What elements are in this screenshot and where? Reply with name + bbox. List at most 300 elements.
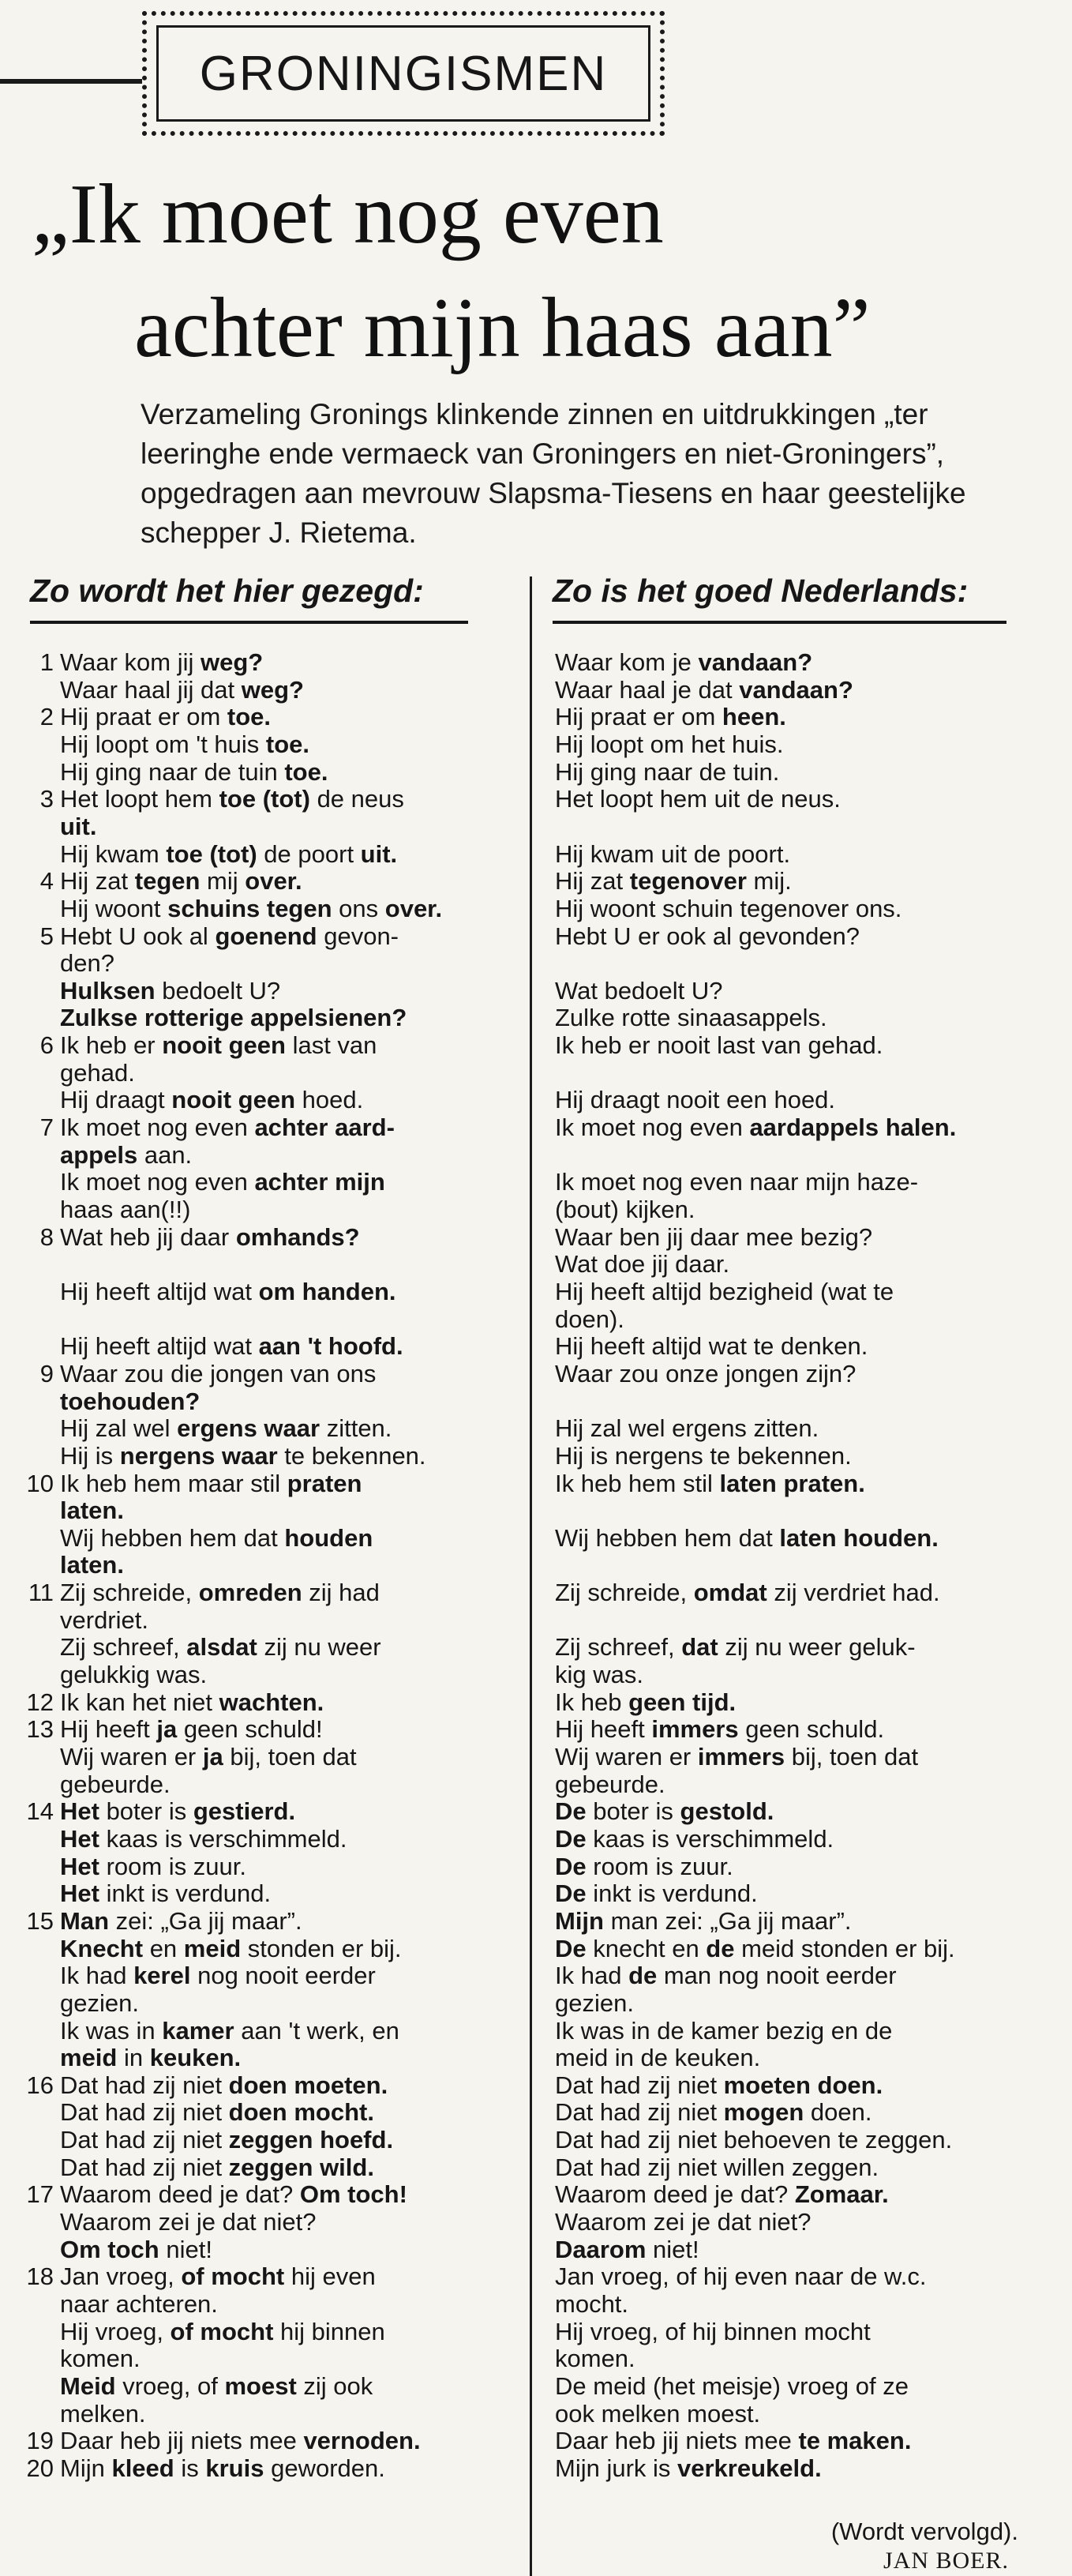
dialect-text (60, 867, 302, 895)
bold-dialect-term: omhands? (235, 1223, 360, 1251)
bold-dialect-term: kamer (162, 2017, 234, 2045)
text-segment: Dat had zij niet (60, 2071, 229, 2099)
entry-number: 15 (26, 1907, 54, 1935)
dialect-line (24, 1607, 148, 1634)
text-segment: geen schuld. (738, 1715, 885, 1743)
dialect-line (24, 731, 309, 758)
dialect-line (24, 1853, 246, 1880)
text-segment: en (143, 1935, 184, 1962)
bold-dialect-term: Het (60, 1853, 99, 1880)
dialect-text (60, 2427, 421, 2454)
dialect-line (24, 1279, 396, 1305)
right-heading-underline (553, 621, 1006, 624)
bold-dialect-term: Daarom (555, 2236, 647, 2263)
text-segment: Dat had zij niet behoeven te zeggen. (555, 2126, 953, 2154)
dialect-text (60, 1223, 360, 1251)
dialect-text (60, 1031, 377, 1059)
bold-dialect-term: Het (60, 1879, 99, 1907)
bold-dialect-term: immers (697, 1743, 785, 1771)
dialect-line (24, 2455, 385, 2482)
dialect-line (24, 759, 328, 786)
bold-dialect-term: laten houden. (779, 1524, 939, 1552)
text-segment: meid stonden er bij. (734, 1935, 955, 1962)
bold-dialect-term: ja (156, 1715, 178, 1743)
text-segment: niet! (159, 2236, 212, 2263)
bold-dialect-term: De (555, 1825, 587, 1853)
text-segment: zij ook (296, 2372, 373, 2400)
dialect-text (60, 1879, 271, 1907)
dialect-line (24, 2263, 376, 2290)
dialect-line (24, 1415, 392, 1442)
dialect-line (24, 896, 442, 922)
bold-dialect-term: mogen (723, 2098, 804, 2126)
text-segment: gevon- (317, 922, 399, 950)
text-segment: hoed. (295, 1086, 364, 1113)
text-segment: haas aan(!!) (60, 1196, 191, 1223)
standard-dutch-line (555, 1771, 665, 1798)
dialect-text (60, 785, 404, 813)
bold-dialect-term: nooit geen (162, 1031, 286, 1059)
bold-dialect-term: keuken. (149, 2044, 242, 2071)
dialect-text (60, 2454, 385, 2482)
dialect-text (60, 1962, 376, 1989)
text-segment: Waarom zei je dat niet? (555, 2208, 811, 2236)
text-segment: Waarom deed je dat? (555, 2180, 795, 2208)
bold-dialect-term: Om toch (60, 2236, 159, 2263)
bold-dialect-term: appels (60, 1141, 138, 1169)
section-label-box (142, 11, 665, 136)
text-segment: Daar heb jij niets mee (555, 2427, 799, 2454)
dialect-text (60, 1688, 324, 1716)
bold-dialect-term: over. (245, 867, 302, 895)
dialect-text (60, 1524, 373, 1552)
bold-dialect-term: toe. (284, 758, 328, 786)
text-segment: man zei: „Ga jij maar”. (604, 1907, 852, 1935)
dialect-text (60, 2071, 388, 2099)
bold-dialect-term: aardappels halen. (749, 1113, 957, 1141)
standard-dutch-line (555, 1415, 819, 1442)
bold-dialect-term: Zulkse rotterige appelsienen? (60, 1004, 407, 1031)
dialect-line (24, 1525, 373, 1552)
bold-dialect-term: houden (284, 1524, 373, 1552)
text-segment: Waar ben jij daar mee bezig? (555, 1223, 873, 1251)
dialect-line (24, 1936, 402, 1962)
bold-dialect-term: vandaan? (698, 648, 813, 676)
dialect-text (60, 1633, 381, 1661)
text-segment: Ik kan het niet (60, 1688, 219, 1716)
standard-dutch-line (555, 2018, 892, 2045)
column-divider (530, 576, 532, 2576)
text-segment: doen. (804, 2098, 872, 2126)
text-segment: melken. (60, 2400, 146, 2428)
text-segment: Jan vroeg, (60, 2262, 182, 2290)
text-segment: Dat had zij niet (555, 2071, 724, 2099)
text-segment: nog nooit eerder (190, 1962, 376, 1989)
dialect-line (24, 2236, 212, 2263)
text-segment: de poort (257, 840, 361, 868)
standard-dutch-line (555, 1990, 634, 2017)
dialect-text (60, 1661, 207, 1688)
text-segment: Hij ging naar de tuin (60, 758, 285, 786)
text-segment: Het loopt hem (60, 785, 219, 813)
bold-dialect-term: weg? (200, 648, 264, 676)
text-segment: Waar zou die jongen van ons (60, 1360, 377, 1388)
dialect-line (24, 1662, 207, 1688)
dialect-line (24, 1579, 380, 1606)
text-segment: Mijn jurk is (555, 2454, 678, 2482)
bold-dialect-term: verkreukeld. (677, 2454, 822, 2482)
text-segment: Hij zat (555, 867, 630, 895)
text-segment: Ik heb (555, 1688, 629, 1716)
bold-dialect-term: De (555, 1853, 587, 1880)
entry-number: 4 (39, 867, 54, 895)
text-segment: bedoelt U? (155, 977, 281, 1004)
bold-dialect-term: aan 't hoofd. (258, 1332, 403, 1360)
dialect-text (60, 1388, 200, 1415)
dialect-text (60, 1715, 323, 1743)
entry-number: 10 (26, 1470, 54, 1497)
dialect-text (60, 977, 280, 1004)
text-segment: Dat had zij niet (555, 2098, 724, 2126)
dialect-line (24, 923, 399, 950)
text-segment: komen. (555, 2345, 635, 2372)
dialect-text (60, 703, 271, 730)
dialect-line (24, 1333, 403, 1360)
standard-dutch-line (555, 1634, 916, 1661)
text-segment: Mijn (60, 2454, 112, 2482)
dialect-text (60, 2400, 146, 2428)
standard-dutch-line (555, 1880, 758, 1907)
entry-number: 8 (39, 1223, 54, 1251)
bold-dialect-term: heen. (722, 703, 786, 730)
text-segment: Ik had (60, 1962, 134, 1989)
text-segment: Hij kwam (60, 840, 167, 868)
text-segment: mocht. (555, 2290, 629, 2318)
standard-dutch-line (555, 704, 786, 730)
dialect-line (24, 649, 263, 676)
subtitle: Verzameling Gronings klinkende zinnen en uitdrukkingen „ter leeringhe ende vermaeck van Groningers en niet-Groningers”, opgedragen aan mevrouw Slapsma-Tiesens en haar geestelijke schepper J. Rietema. (141, 398, 966, 549)
standard-dutch-line (555, 1333, 868, 1360)
dialect-line (24, 1169, 385, 1196)
dialect-text (60, 2372, 373, 2400)
bold-dialect-term: tegenover (629, 867, 747, 895)
bold-dialect-term: ja (202, 1743, 223, 1771)
dialect-text (60, 1771, 171, 1798)
bold-dialect-term: moeten doen. (723, 2071, 883, 2099)
dialect-text (60, 2290, 218, 2318)
entry-number: 9 (39, 1360, 54, 1388)
standard-dutch-line (555, 1032, 883, 1059)
text-segment: gebeurde. (555, 1771, 665, 1798)
dialect-text (60, 2318, 385, 2345)
bold-dialect-term: laten praten. (719, 1470, 865, 1497)
entry-number: 1 (39, 648, 54, 676)
text-segment: Ik heb er nooit last van gehad. (555, 1031, 883, 1059)
text-segment: meid in de keuken. (555, 2044, 761, 2071)
text-segment: Ik heb er (60, 1031, 163, 1059)
text-segment: mij. (746, 867, 792, 895)
text-segment: Hij heeft altijd wat (60, 1332, 259, 1360)
standard-dutch-line (555, 1196, 695, 1223)
text-segment: Wat heb jij daar (60, 1223, 236, 1251)
bold-dialect-term: laten. (60, 1551, 124, 1579)
text-segment: Waar haal je dat (555, 676, 740, 704)
dialect-line (24, 868, 302, 895)
dialect-line (24, 1306, 60, 1333)
bold-dialect-term: goenend (215, 922, 317, 950)
dialect-text (60, 1113, 395, 1141)
dialect-text (60, 2236, 212, 2263)
dialect-line (24, 2401, 146, 2428)
bold-dialect-term: toe (tot) (219, 785, 310, 813)
text-segment: Het loopt hem uit de neus. (555, 785, 841, 813)
text-segment: Waarom zei je dat niet? (60, 2208, 317, 2236)
text-segment: kaas is verschimmeld. (99, 1825, 347, 1853)
dialect-text (60, 1743, 357, 1771)
dialect-line (24, 2181, 407, 2208)
dialect-line (24, 1552, 124, 1579)
text-segment: Zij schreef, (555, 1633, 682, 1661)
bold-dialect-term: de (628, 1962, 658, 1989)
dialect-text (60, 1606, 148, 1634)
bold-dialect-term: dat (681, 1633, 718, 1661)
text-segment: Ik moet nog even (555, 1113, 750, 1141)
entry-number: 18 (26, 2262, 54, 2290)
text-segment: te bekennen. (277, 1442, 426, 1470)
dialect-line (24, 2018, 399, 2045)
dialect-line (24, 2209, 317, 2236)
dialect-text (60, 840, 397, 868)
bold-dialect-term: of mocht (170, 2318, 274, 2345)
text-segment: bij, toen dat (785, 1743, 919, 1771)
bold-dialect-term: toe (tot) (166, 840, 257, 868)
text-segment: Hij heeft (60, 1715, 157, 1743)
bold-dialect-term: uit. (360, 840, 398, 868)
standard-dutch-line (555, 868, 792, 895)
dialect-line (24, 1771, 171, 1798)
text-segment: room is zuur. (99, 1853, 247, 1880)
dialect-text (60, 1196, 190, 1223)
dialect-text (60, 1935, 402, 1962)
standard-dutch-line (555, 1306, 624, 1333)
entry-number: 19 (26, 2427, 54, 2454)
text-segment: Ik heb hem maar stil (60, 1470, 287, 1497)
dialect-text (60, 1141, 192, 1169)
dialect-line (24, 950, 114, 977)
dialect-line (24, 1087, 363, 1113)
text-segment: Hebt U er ook al gevonden? (555, 922, 860, 950)
bold-dialect-term: De (555, 1935, 587, 1962)
standard-dutch-line (555, 2263, 926, 2290)
text-segment: Zij schreef, (60, 1633, 187, 1661)
standard-dutch-line (555, 2072, 883, 2099)
bold-dialect-term: over. (384, 895, 443, 922)
text-segment: Hij ging naar de tuin. (555, 758, 780, 786)
bold-dialect-term: laten. (60, 1496, 124, 1524)
dialect-text (60, 2044, 241, 2071)
dialect-text (60, 2154, 374, 2181)
dialect-text (60, 949, 114, 977)
dialect-line (24, 786, 404, 813)
dialect-text (60, 1278, 396, 1305)
standard-dutch-line (555, 1443, 852, 1470)
standard-dutch-line (555, 1579, 940, 1606)
standard-dutch-line (555, 649, 812, 676)
bold-dialect-term: omdat (693, 1579, 767, 1606)
entry-number: 12 (26, 1688, 54, 1716)
headline-line-2: achter mijn haas aan” (134, 281, 871, 375)
footer-note: (Wordt vervolgd). (830, 2518, 1018, 2545)
bold-dialect-term: om handen. (258, 1278, 396, 1305)
text-segment: geen schuld! (177, 1715, 323, 1743)
dialect-text (60, 2208, 317, 2236)
text-segment: gehad. (60, 1059, 135, 1087)
text-segment: zij verdriet had. (767, 1579, 940, 1606)
entry-number: 6 (39, 1031, 54, 1059)
text-segment: Hij vroeg, (60, 2318, 171, 2345)
text-segment: Waar zou onze jongen zijn? (555, 1360, 856, 1388)
text-segment: (bout) kijken. (555, 1196, 695, 1223)
bold-dialect-term: achter aard- (254, 1113, 395, 1141)
standard-dutch-line (555, 2209, 811, 2236)
text-segment: Ik moet nog even (60, 1113, 255, 1141)
standard-dutch-line (555, 978, 723, 1004)
text-segment: Hij heeft (555, 1715, 652, 1743)
text-segment: Hij zat (60, 867, 135, 895)
text-segment: geworden. (264, 2454, 385, 2482)
header-rule (0, 79, 142, 84)
dialect-text (60, 648, 263, 676)
text-segment: Wij waren er (555, 1743, 698, 1771)
dialect-text (60, 1825, 347, 1853)
bold-dialect-term: kleed (111, 2454, 174, 2482)
standard-dutch-line (555, 786, 841, 813)
standard-dutch-line (555, 841, 790, 868)
text-segment: Hij draagt (60, 1086, 172, 1113)
standard-dutch-line (555, 2373, 909, 2400)
dialect-line (24, 677, 304, 704)
text-segment: Hij loopt om het huis. (555, 730, 784, 758)
standard-dutch-line (555, 2428, 911, 2454)
text-segment: bij, toen dat (223, 1743, 357, 1771)
bold-dialect-term: praten (287, 1470, 362, 1497)
bold-dialect-term: De (555, 1797, 587, 1825)
standard-dutch-line (555, 1224, 872, 1251)
dialect-line (24, 978, 280, 1004)
dialect-line (24, 1142, 192, 1169)
bold-dialect-term: Meid (60, 2372, 116, 2400)
headline-line-1: „Ik moet nog even (32, 167, 664, 261)
entry-number: 14 (26, 1797, 54, 1825)
dialect-line (24, 1196, 190, 1223)
bold-dialect-term: Zomaar. (794, 2180, 889, 2208)
bold-dialect-term: toehouden? (60, 1388, 201, 1415)
standard-dutch-line (555, 1087, 835, 1113)
text-segment: Waar kom je (555, 648, 699, 676)
bold-dialect-term: zeggen wild. (228, 2154, 374, 2181)
bold-dialect-term: de (706, 1935, 735, 1962)
left-heading-underline (30, 621, 468, 624)
entry-number: 11 (28, 1579, 54, 1606)
standard-dutch-line (555, 1853, 733, 1880)
text-segment: Waar kom jij (60, 648, 201, 676)
section-label: GRONINGISMEN (199, 46, 608, 101)
dialect-text (60, 1579, 380, 1606)
dialect-line (24, 2345, 141, 2372)
bold-dialect-term: weg? (241, 676, 304, 704)
bold-dialect-term: Mijn (555, 1907, 604, 1935)
bold-dialect-term: gestold. (680, 1797, 774, 1825)
standard-dutch-line (555, 1361, 856, 1388)
standard-dutch-line (555, 2181, 889, 2208)
dialect-text (60, 2126, 393, 2154)
text-segment: Hij vroeg, of hij binnen mocht (555, 2318, 871, 2345)
text-segment: ook melken moest. (555, 2400, 761, 2428)
bold-dialect-term: meid (183, 1935, 242, 1962)
standard-dutch-line (555, 2127, 952, 2154)
bold-dialect-term: doen moeten. (228, 2071, 388, 2099)
dialect-text (60, 1086, 363, 1113)
text-segment: Ik had (555, 1962, 629, 1989)
dialect-text (60, 1442, 426, 1470)
text-segment: naar achteren. (60, 2290, 218, 2318)
text-segment: Waar haal jij dat (60, 676, 242, 704)
text-segment: Hij kwam uit de poort. (555, 840, 791, 868)
text-segment: stonden er bij. (241, 1935, 402, 1962)
dialect-line (24, 2099, 374, 2126)
dialect-line (24, 1388, 200, 1415)
text-segment: Hebt U ook al (60, 922, 216, 950)
text-segment: Dat had zij niet (60, 2126, 229, 2154)
dialect-text (60, 1168, 385, 1196)
dialect-text (60, 1414, 392, 1442)
dialect-line (24, 1470, 362, 1497)
dialect-line (24, 1634, 381, 1661)
text-segment: in (117, 2044, 150, 2071)
standard-dutch-line (555, 1826, 834, 1853)
text-segment: Wat bedoelt U? (555, 977, 723, 1004)
bold-dialect-term: Het (60, 1797, 99, 1825)
dialect-text (60, 813, 97, 840)
dialect-line (24, 2045, 241, 2071)
bold-dialect-term: meid (60, 2044, 118, 2071)
text-segment: den? (60, 949, 114, 977)
standard-dutch-line (555, 1908, 852, 1935)
bold-dialect-term: vernoden. (303, 2427, 421, 2454)
dialect-line (24, 2154, 374, 2181)
text-segment: Hij heeft altijd bezigheid (wat te (555, 1278, 894, 1305)
dialect-line (24, 1251, 60, 1278)
text-segment: Hij draagt nooit een hoed. (555, 1086, 836, 1113)
dialect-text (60, 1797, 295, 1825)
dialect-text (60, 1004, 407, 1031)
bold-dialect-term: immers (651, 1715, 739, 1743)
left-column-heading: Zo wordt het hier gezegd: (30, 573, 424, 609)
text-segment: Wij hebben hem dat (555, 1524, 780, 1552)
bold-dialect-term: toe. (265, 730, 310, 758)
text-segment: Dat had zij niet (60, 2098, 229, 2126)
text-segment: verdriet. (60, 1606, 148, 1634)
entry-number: 3 (39, 785, 54, 813)
dialect-line (24, 704, 271, 730)
text-segment: last van (285, 1031, 377, 1059)
standard-dutch-line (555, 1689, 736, 1716)
dialect-text (60, 758, 328, 786)
dialect-text (60, 2180, 407, 2208)
dialect-text (60, 2262, 376, 2290)
bold-dialect-term: schuins tegen (167, 895, 332, 922)
standard-dutch-line (555, 1962, 897, 1989)
